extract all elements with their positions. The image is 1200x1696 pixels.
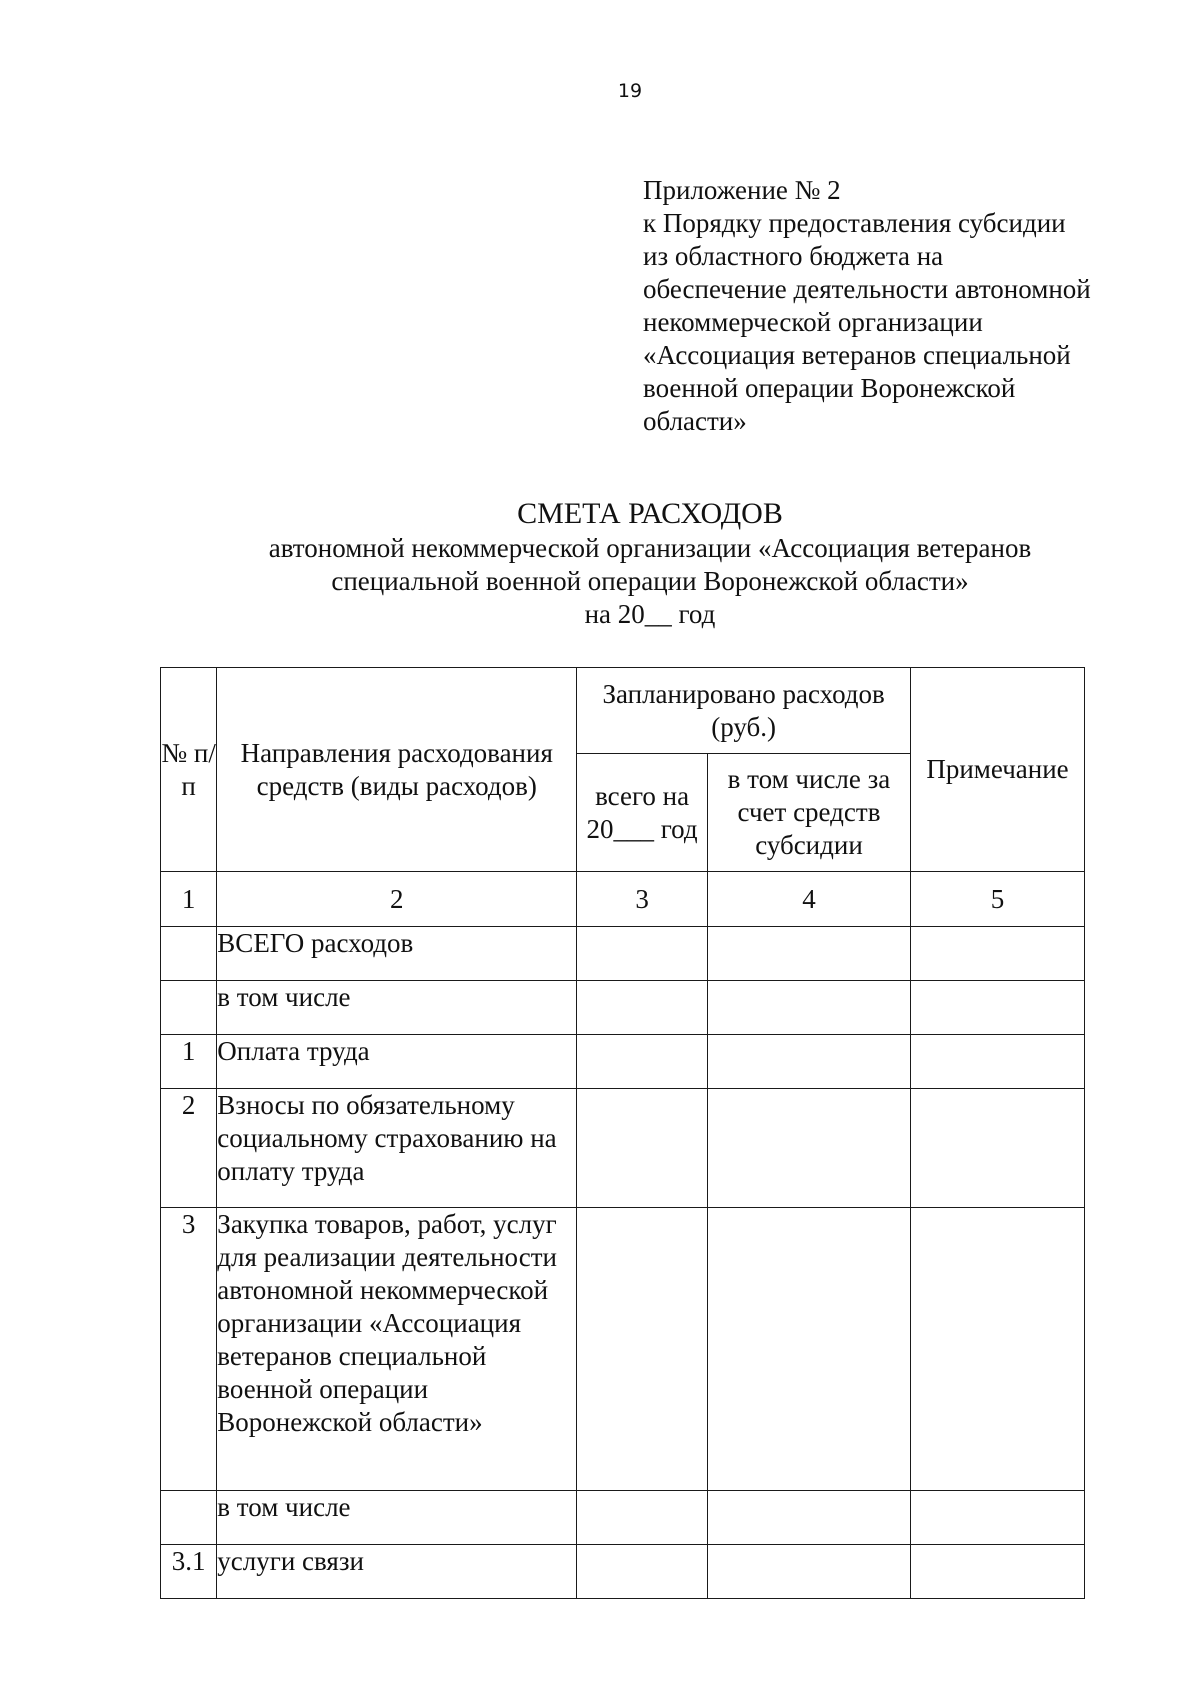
table-row <box>161 1491 1085 1545</box>
table-row <box>161 1545 1085 1599</box>
column-number: 2 <box>217 872 577 927</box>
row-name: услуги связи <box>217 1545 577 1599</box>
cell-note <box>911 1491 1085 1545</box>
cell-subsidy <box>707 1208 910 1491</box>
cell-note <box>911 1545 1085 1599</box>
row-num: 3 <box>161 1208 217 1491</box>
cell-note <box>911 1035 1085 1089</box>
header-subsidy: в том числе за счет средств субсидии <box>707 754 910 872</box>
subtitle-line: специальной военной операции Воронежской области» <box>331 566 969 596</box>
row-num <box>161 927 217 981</box>
header-num: № п/п <box>161 668 217 872</box>
appendix-line: области» <box>643 406 747 436</box>
row-name: Оплата труда <box>217 1035 577 1089</box>
cell-total <box>577 1208 708 1491</box>
row-num <box>161 1491 217 1545</box>
cell-note <box>911 927 1085 981</box>
estimate-table <box>160 667 1085 1599</box>
row-num: 1 <box>161 1035 217 1089</box>
appendix-line: «Ассоциация ветеранов специальной <box>643 340 1071 370</box>
cell-note <box>911 1089 1085 1208</box>
header-note: Примечание <box>911 668 1085 872</box>
row-name: Закупка товаров, работ, услуг для реализации деятельности автономной некоммерческой организации «Ассоциация ветеранов специальной военной операции Воронежской области» <box>217 1208 577 1491</box>
header-total: всего на 20___ год <box>577 754 708 872</box>
column-number: 4 <box>707 872 910 927</box>
appendix-line: некоммерческой организации <box>643 307 983 337</box>
appendix-line: военной операции Воронежской <box>643 373 1016 403</box>
cell-total <box>577 927 708 981</box>
table-row <box>161 981 1085 1035</box>
cell-total <box>577 1089 708 1208</box>
cell-subsidy <box>707 1545 910 1599</box>
row-num <box>161 981 217 1035</box>
cell-subsidy <box>707 981 910 1035</box>
row-name: в том числе <box>217 981 577 1035</box>
cell-total <box>577 1545 708 1599</box>
appendix-block <box>643 174 1143 438</box>
column-number: 1 <box>161 872 217 927</box>
subtitle-line: на 20__ год <box>584 599 716 629</box>
cell-subsidy <box>707 1035 910 1089</box>
cell-subsidy <box>707 927 910 981</box>
page-number: 19 <box>617 80 643 102</box>
appendix-line: к Порядку предоставления субсидии <box>643 208 1066 238</box>
cell-total <box>577 1035 708 1089</box>
title-block <box>140 496 1160 631</box>
table-row <box>161 1089 1085 1208</box>
row-name: ВСЕГО расходов <box>217 927 577 981</box>
cell-subsidy <box>707 1089 910 1208</box>
cell-total <box>577 1491 708 1545</box>
cell-subsidy <box>707 1491 910 1545</box>
table-row <box>161 1208 1085 1491</box>
row-name: в том числе <box>217 1491 577 1545</box>
table-row <box>161 927 1085 981</box>
appendix-line: из областного бюджета на <box>643 241 944 271</box>
cell-note <box>911 981 1085 1035</box>
appendix-line: обеспечение деятельности автономной <box>643 274 1091 304</box>
appendix-line: Приложение № 2 <box>643 175 841 205</box>
subtitle-line: автономной некоммерческой организации «Ассоциация ветеранов <box>268 533 1032 563</box>
cell-total <box>577 981 708 1035</box>
column-number: 3 <box>577 872 708 927</box>
row-name: Взносы по обязательному социальному страхованию на оплату труда <box>217 1089 577 1208</box>
column-number: 5 <box>911 872 1085 927</box>
document-title: СМЕТА РАСХОДОВ <box>517 497 783 530</box>
row-num: 2 <box>161 1089 217 1208</box>
header-planned: Запланировано расходов (руб.) <box>577 668 911 754</box>
row-num: 3.1 <box>161 1545 217 1599</box>
header-direction: Направления расходования средств (виды расходов) <box>217 668 577 872</box>
table-row <box>161 1035 1085 1089</box>
cell-note <box>911 1208 1085 1491</box>
